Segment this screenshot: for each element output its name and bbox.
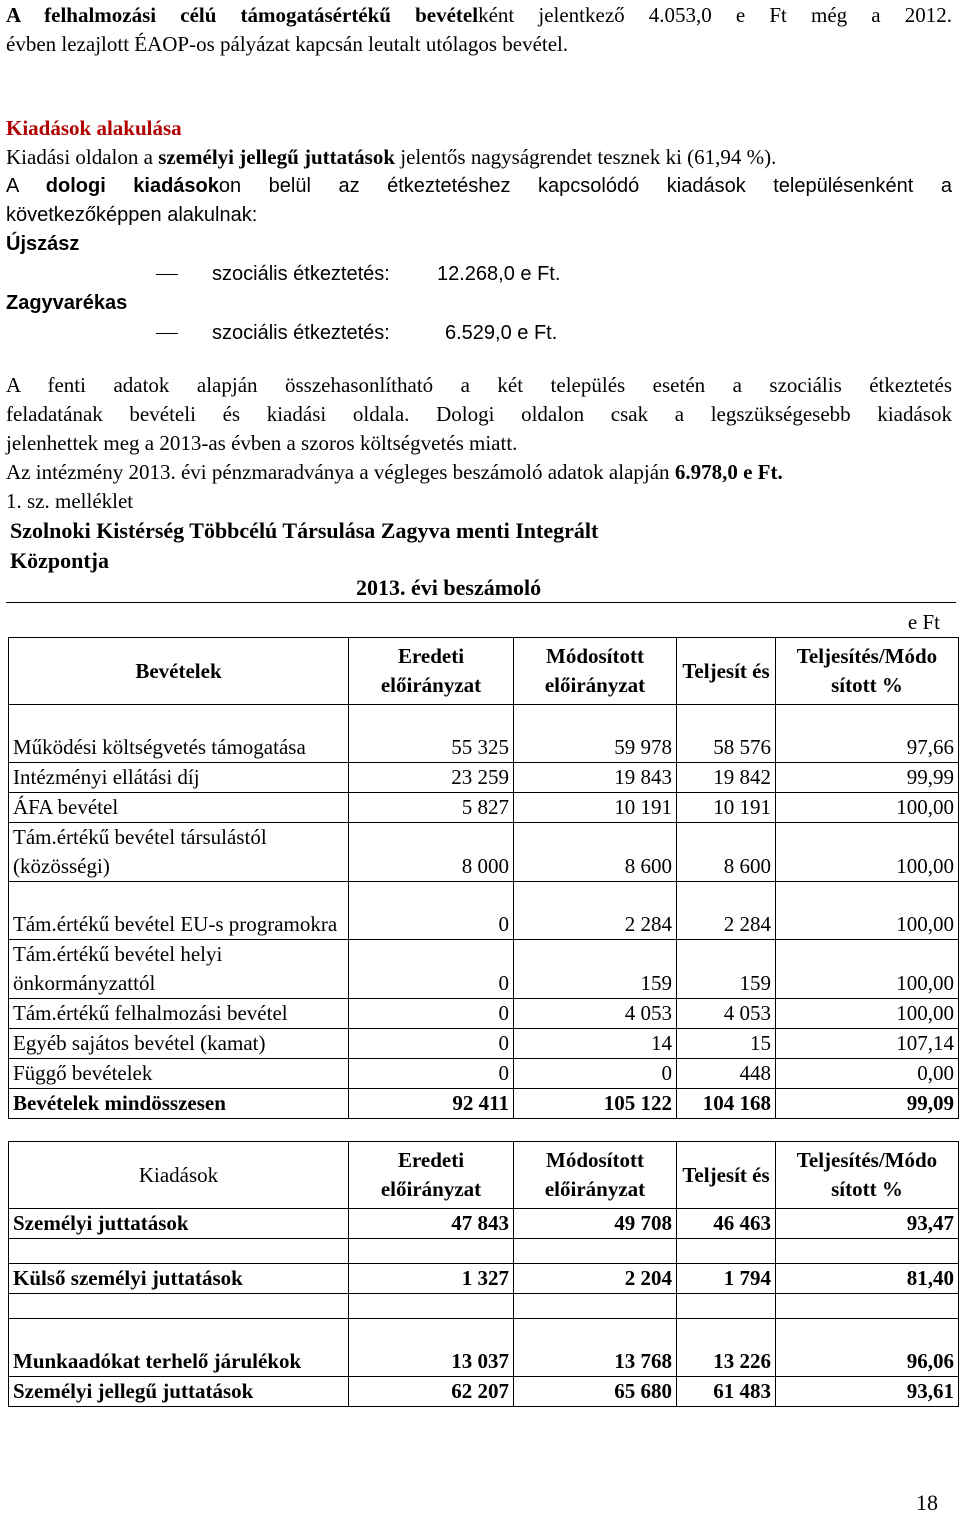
cell-orig: 23 259 xyxy=(349,763,514,793)
list-item: szociális étkeztetés: 12.268,0 e Ft. xyxy=(6,259,952,289)
cell-orig: 13 037 xyxy=(349,1319,514,1377)
cell-act: 58 576 xyxy=(677,705,776,763)
annex-label: 1. sz. melléklet xyxy=(6,489,134,513)
cell-act: 159 xyxy=(677,940,776,999)
cell-orig: 0 xyxy=(349,999,514,1029)
row-label: Tám.értékű bevétel EU-s programokra xyxy=(9,882,349,940)
cell-pct: 99,99 xyxy=(776,763,959,793)
cell-mod: 0 xyxy=(514,1059,677,1089)
row-label: Tám.értékű bevétel társulástól (közösségi) xyxy=(9,823,349,882)
revenue-table xyxy=(8,637,959,1119)
dash-bullet-icon xyxy=(156,274,178,275)
cell-orig: 0 xyxy=(349,882,514,940)
column-header: Teljesítés/Módo sított % xyxy=(776,1142,959,1209)
row-label: Tám.értékű felhalmozási bevétel xyxy=(9,999,349,1029)
column-header: Eredeti előirányzat xyxy=(349,1142,514,1209)
column-header: Módosított előirányzat xyxy=(514,1142,677,1209)
cell-pct: 100,00 xyxy=(776,999,959,1029)
town-zagyvarekas: Zagyvarékas xyxy=(6,292,128,314)
table-row xyxy=(9,763,959,793)
cell-mod: 8 600 xyxy=(514,823,677,882)
cell-act: 13 226 xyxy=(677,1319,776,1377)
cell-act: 15 xyxy=(677,1029,776,1059)
cell-pct: 81,40 xyxy=(776,1264,959,1294)
column-header: Teljesít és xyxy=(677,1142,776,1209)
intro-rest: ként jelentkező 4.053,0 e Ft még a 2012. xyxy=(478,3,952,27)
cell-mod: 10 191 xyxy=(514,793,677,823)
dash-bullet-icon xyxy=(156,333,178,334)
row-label: Bevételek mindösszesen xyxy=(9,1089,349,1119)
table-row-empty xyxy=(9,1239,959,1264)
cell-orig: 5 827 xyxy=(349,793,514,823)
cell-orig: 0 xyxy=(349,1059,514,1089)
intro-paragraph xyxy=(6,1,952,59)
table-row xyxy=(9,940,959,999)
table-row xyxy=(9,1319,959,1377)
expenses-paragraph-2: A dologi kiadásokon belül az étkeztetéshez kapcsolódó kiadások településenként a xyxy=(6,175,953,197)
cell-pct: 0,00 xyxy=(776,1059,959,1089)
cell-pct: 93,61 xyxy=(776,1377,959,1407)
cell-mod: 159 xyxy=(514,940,677,999)
cell-mod: 65 680 xyxy=(514,1377,677,1407)
expenses-section xyxy=(6,114,952,348)
summary-paragraph: A fenti adatok alapján összehasonlítható a két település esetén a szociális étkeztetés feladatának bevételi és kiadási oldala. Dologi oldalon csak a legszükségesebb kiadások jelenhettek meg a 2013-as évben a szoros költségvetés miatt. Az intézmény 2013. évi pénzmaradványa a végleges beszámoló adatok alapján 6.978,0 e Ft. 1. sz. melléklet xyxy=(6,371,952,516)
column-header: Teljesítés/Módo sított % xyxy=(776,638,959,705)
cell-mod: 13 768 xyxy=(514,1319,677,1377)
town-ujszasz: Újszász xyxy=(6,233,80,255)
cell-act: 10 191 xyxy=(677,793,776,823)
cell-orig: 62 207 xyxy=(349,1377,514,1407)
page-number: 18 xyxy=(916,1490,938,1515)
expenses-paragraph-1: Kiadási oldalon a személyi jellegű juttatások jelentős nagyságrendet tesznek ki (61,94 %). xyxy=(6,145,777,169)
cell-orig: 92 411 xyxy=(349,1089,514,1119)
table-row xyxy=(9,1089,959,1119)
cell-pct: 97,66 xyxy=(776,705,959,763)
cell-mod: 19 843 xyxy=(514,763,677,793)
table-row xyxy=(9,1264,959,1294)
cell-orig: 55 325 xyxy=(349,705,514,763)
row-label: Intézményi ellátási díj xyxy=(9,763,349,793)
cell-act: 46 463 xyxy=(677,1209,776,1239)
cell-orig: 1 327 xyxy=(349,1264,514,1294)
cell-orig: 8 000 xyxy=(349,823,514,882)
section-heading: Kiadások alakulása xyxy=(6,116,182,140)
cell-pct: 107,14 xyxy=(776,1029,959,1059)
cell-pct: 93,47 xyxy=(776,1209,959,1239)
cell-orig: 47 843 xyxy=(349,1209,514,1239)
cell-pct: 100,00 xyxy=(776,882,959,940)
cell-pct: 100,00 xyxy=(776,793,959,823)
cell-orig: 0 xyxy=(349,1029,514,1059)
unit-label: e Ft xyxy=(907,610,940,634)
row-label: Függő bevételek xyxy=(9,1059,349,1089)
cell-act: 4 053 xyxy=(677,999,776,1029)
row-label: ÁFA bevétel xyxy=(9,793,349,823)
divider xyxy=(6,602,956,603)
table-row xyxy=(9,999,959,1029)
table-row xyxy=(9,1377,959,1407)
cell-pct: 99,09 xyxy=(776,1089,959,1119)
expense-table xyxy=(8,1141,959,1407)
cell-orig: 0 xyxy=(349,940,514,999)
cell-mod: 4 053 xyxy=(514,999,677,1029)
cell-pct: 100,00 xyxy=(776,940,959,999)
intro-line2: évben lezajlott ÉAOP-os pályázat kapcsán leutalt utólagos bevétel. xyxy=(6,32,569,56)
row-label: Működési költségvetés támogatása xyxy=(9,705,349,763)
table-row xyxy=(9,1029,959,1059)
cell-act: 1 794 xyxy=(677,1264,776,1294)
table-row xyxy=(9,705,959,763)
column-header: Bevételek xyxy=(9,638,349,705)
row-label: Külső személyi juttatások xyxy=(9,1264,349,1294)
cell-act: 61 483 xyxy=(677,1377,776,1407)
report-subtitle: 2013. évi beszámoló xyxy=(356,575,542,600)
table-header-row xyxy=(9,1142,959,1209)
column-header: Módosított előirányzat xyxy=(514,638,677,705)
cell-act: 8 600 xyxy=(677,823,776,882)
row-label: Tám.értékű bevétel helyi önkormányzattól xyxy=(9,940,349,999)
cell-mod: 2 284 xyxy=(514,882,677,940)
cell-mod: 2 204 xyxy=(514,1264,677,1294)
cell-act: 19 842 xyxy=(677,763,776,793)
table-row xyxy=(9,1209,959,1239)
cell-act: 448 xyxy=(677,1059,776,1089)
cell-mod: 105 122 xyxy=(514,1089,677,1119)
table-row xyxy=(9,1059,959,1089)
row-label: Egyéb sajátos bevétel (kamat) xyxy=(9,1029,349,1059)
intro-bold: A felhalmozási célú támogatásértékű bevétel xyxy=(6,3,479,27)
row-label: Munkaadókat terhelő járulékok xyxy=(9,1319,349,1377)
cell-act: 104 168 xyxy=(677,1089,776,1119)
column-header: Eredeti előirányzat xyxy=(349,638,514,705)
table-row-empty xyxy=(9,1294,959,1319)
report-title: Szolnoki Kistérség Többcélú Társulása Zagyva menti Integrált Központja xyxy=(10,518,599,573)
table-header-row xyxy=(9,638,959,705)
expenses-paragraph-2-cont: következőképpen alakulnak: xyxy=(6,204,258,226)
table-row xyxy=(9,882,959,940)
cell-pct: 96,06 xyxy=(776,1319,959,1377)
list-item: szociális étkeztetés: 6.529,0 e Ft. xyxy=(6,318,952,348)
cell-mod: 49 708 xyxy=(514,1209,677,1239)
cell-pct: 100,00 xyxy=(776,823,959,882)
row-label: Személyi jellegű juttatások xyxy=(9,1377,349,1407)
table-row xyxy=(9,793,959,823)
cell-act: 2 284 xyxy=(677,882,776,940)
table-row xyxy=(9,823,959,882)
column-header: Kiadások xyxy=(9,1142,349,1209)
cell-mod: 59 978 xyxy=(514,705,677,763)
column-header: Teljesít és xyxy=(677,638,776,705)
row-label: Személyi juttatások xyxy=(9,1209,349,1239)
cell-mod: 14 xyxy=(514,1029,677,1059)
